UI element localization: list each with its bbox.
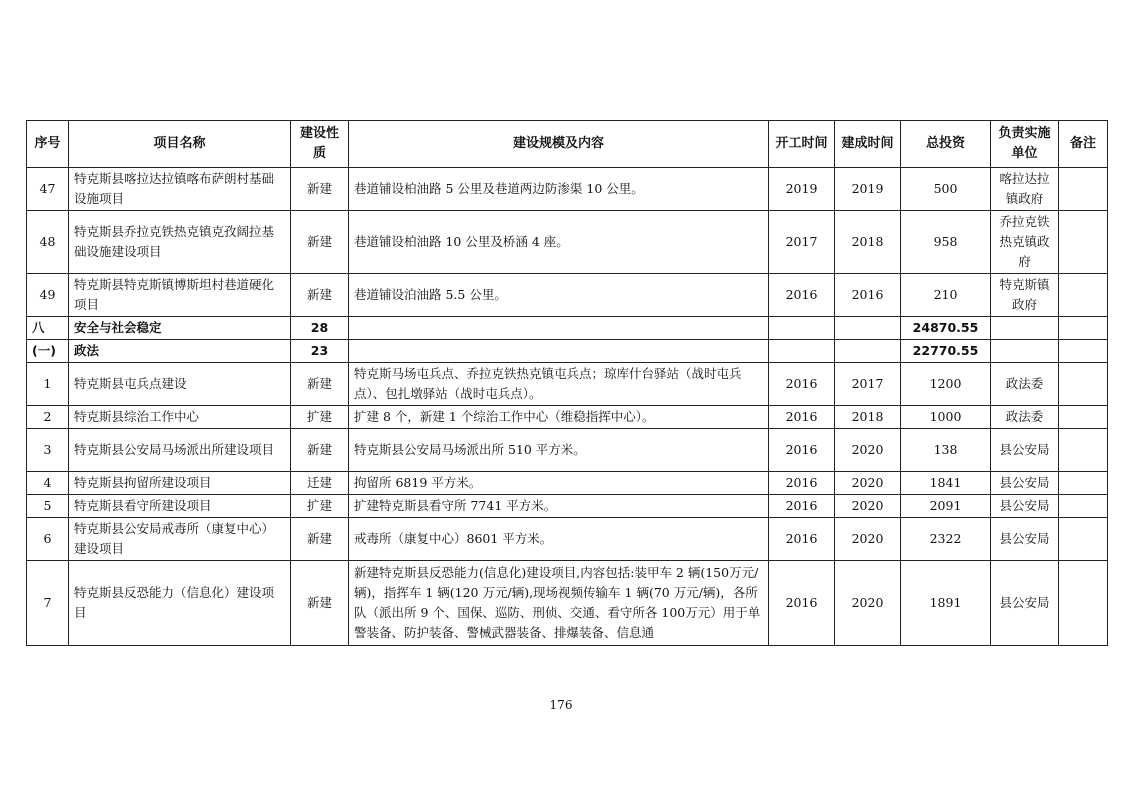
- cell-note: [1059, 168, 1108, 211]
- cell-invest: 1000: [901, 406, 991, 429]
- cell-nature: 扩建: [291, 495, 349, 518]
- cell-seq: (一): [27, 340, 69, 363]
- cell-seq: 6: [27, 518, 69, 561]
- cell-note: [1059, 472, 1108, 495]
- cell-name: 特克斯县反恐能力（信息化）建设项目: [69, 561, 291, 646]
- cell-nature: 扩建: [291, 406, 349, 429]
- cell-unit: 政法委: [991, 406, 1059, 429]
- cell-seq: 49: [27, 274, 69, 317]
- cell-end: 2020: [835, 495, 901, 518]
- cell-start: 2016: [769, 495, 835, 518]
- cell-start: 2016: [769, 363, 835, 406]
- header-unit: 负责实施单位: [991, 121, 1059, 168]
- page-number: 176: [549, 698, 573, 712]
- cell-start: 2016: [769, 561, 835, 646]
- cell-scale: 扩建特克斯县看守所 7741 平方米。: [349, 495, 769, 518]
- cell-invest: 958: [901, 211, 991, 274]
- cell-unit: 县公安局: [991, 495, 1059, 518]
- table-row: [27, 211, 1108, 274]
- cell-note: [1059, 211, 1108, 274]
- cell-name: 特克斯县公安局马场派出所建设项目: [69, 429, 291, 472]
- cell-invest: 1200: [901, 363, 991, 406]
- cell-scale: 新建特克斯县反恐能力(信息化)建设项目,内容包括:装甲车 2 辆(150万元/辆)，指挥车 1 辆(120 万元/辆),现场视频传输车 1 辆(70 万元/辆)，各所队（派出所 9 个、国保、巡防、刑侦、交通、看守所各 100万元）用于单警装备、防护装备、警械武器装备、排爆装备、信息通: [349, 561, 769, 646]
- cell-name: 特克斯县特克斯镇博斯坦村巷道硬化项目: [69, 274, 291, 317]
- cell-invest: 1841: [901, 472, 991, 495]
- cell-unit: 县公安局: [991, 472, 1059, 495]
- table-row: [27, 363, 1108, 406]
- cell-seq: 3: [27, 429, 69, 472]
- cell-end: 2018: [835, 211, 901, 274]
- cell-seq: 5: [27, 495, 69, 518]
- cell-nature: 迁建: [291, 472, 349, 495]
- cell-note: [1059, 340, 1108, 363]
- cell-name: 特克斯县公安局戒毒所（康复中心）建设项目: [69, 518, 291, 561]
- table-row: [27, 429, 1108, 472]
- cell-note: [1059, 561, 1108, 646]
- cell-nature: 新建: [291, 168, 349, 211]
- cell-invest: 22770.55: [901, 340, 991, 363]
- cell-seq: 八: [27, 317, 69, 340]
- table-row: [27, 406, 1108, 429]
- cell-name: 特克斯县乔拉克铁热克镇克孜阔拉基础设施建设项目: [69, 211, 291, 274]
- cell-name: 特克斯县屯兵点建设: [69, 363, 291, 406]
- cell-unit: [991, 317, 1059, 340]
- cell-invest: 2322: [901, 518, 991, 561]
- cell-seq: 4: [27, 472, 69, 495]
- cell-note: [1059, 495, 1108, 518]
- cell-unit: 县公安局: [991, 561, 1059, 646]
- cell-nature: 23: [291, 340, 349, 363]
- cell-unit: [991, 340, 1059, 363]
- cell-scale: [349, 317, 769, 340]
- cell-seq: 48: [27, 211, 69, 274]
- cell-start: 2017: [769, 211, 835, 274]
- cell-invest: 1891: [901, 561, 991, 646]
- cell-nature: 28: [291, 317, 349, 340]
- cell-scale: 拘留所 6819 平方米。: [349, 472, 769, 495]
- cell-nature: 新建: [291, 274, 349, 317]
- cell-start: [769, 317, 835, 340]
- cell-start: 2016: [769, 429, 835, 472]
- cell-start: 2016: [769, 274, 835, 317]
- header-note: 备注: [1059, 121, 1108, 168]
- header-invest: 总投资: [901, 121, 991, 168]
- table-header-row: [27, 121, 1108, 168]
- table-row: [27, 168, 1108, 211]
- cell-name: 安全与社会稳定: [69, 317, 291, 340]
- cell-end: [835, 317, 901, 340]
- table-row: [27, 274, 1108, 317]
- cell-note: [1059, 274, 1108, 317]
- cell-nature: 新建: [291, 211, 349, 274]
- header-nature: 建设性质: [291, 121, 349, 168]
- cell-name: 特克斯县综治工作中心: [69, 406, 291, 429]
- cell-unit: 乔拉克铁热克镇政府: [991, 211, 1059, 274]
- cell-unit: 政法委: [991, 363, 1059, 406]
- table-row: [27, 495, 1108, 518]
- cell-invest: 138: [901, 429, 991, 472]
- cell-seq: 2: [27, 406, 69, 429]
- cell-scale: 特克斯县公安局马场派出所 510 平方米。: [349, 429, 769, 472]
- table-section-row: [27, 340, 1108, 363]
- cell-unit: 喀拉达拉镇政府: [991, 168, 1059, 211]
- cell-note: [1059, 406, 1108, 429]
- table-row: [27, 518, 1108, 561]
- cell-end: 2020: [835, 561, 901, 646]
- cell-start: [769, 340, 835, 363]
- cell-note: [1059, 518, 1108, 561]
- cell-end: 2019: [835, 168, 901, 211]
- table-section-row: [27, 317, 1108, 340]
- cell-scale: 巷道铺设柏油路 10 公里及桥涵 4 座。: [349, 211, 769, 274]
- cell-name: 特克斯县看守所建设项目: [69, 495, 291, 518]
- cell-seq: 7: [27, 561, 69, 646]
- cell-note: [1059, 429, 1108, 472]
- cell-end: 2020: [835, 518, 901, 561]
- cell-invest: 2091: [901, 495, 991, 518]
- cell-nature: 新建: [291, 363, 349, 406]
- cell-end: 2018: [835, 406, 901, 429]
- header-start: 开工时间: [769, 121, 835, 168]
- cell-scale: 扩建 8 个，新建 1 个综治工作中心（维稳指挥中心）。: [349, 406, 769, 429]
- cell-note: [1059, 317, 1108, 340]
- cell-unit: 县公安局: [991, 518, 1059, 561]
- cell-scale: 巷道铺设柏油路 5 公里及巷道两边防渗渠 10 公里。: [349, 168, 769, 211]
- cell-unit: 县公安局: [991, 429, 1059, 472]
- cell-start: 2016: [769, 518, 835, 561]
- cell-scale: [349, 340, 769, 363]
- cell-end: 2020: [835, 429, 901, 472]
- cell-end: [835, 340, 901, 363]
- cell-name: 特克斯县喀拉达拉镇喀布萨朗村基础设施项目: [69, 168, 291, 211]
- cell-scale: 巷道铺设泊油路 5.5 公里。: [349, 274, 769, 317]
- header-name: 项目名称: [69, 121, 291, 168]
- cell-name: 政法: [69, 340, 291, 363]
- cell-scale: 戒毒所（康复中心）8601 平方米。: [349, 518, 769, 561]
- cell-invest: 210: [901, 274, 991, 317]
- cell-start: 2016: [769, 472, 835, 495]
- cell-end: 2020: [835, 472, 901, 495]
- table-row: [27, 472, 1108, 495]
- cell-nature: 新建: [291, 429, 349, 472]
- cell-name: 特克斯县拘留所建设项目: [69, 472, 291, 495]
- cell-nature: 新建: [291, 518, 349, 561]
- cell-unit: 特克斯镇政府: [991, 274, 1059, 317]
- cell-invest: 24870.55: [901, 317, 991, 340]
- cell-start: 2019: [769, 168, 835, 211]
- header-scale: 建设规模及内容: [349, 121, 769, 168]
- cell-nature: 新建: [291, 561, 349, 646]
- cell-end: 2016: [835, 274, 901, 317]
- header-seq: 序号: [27, 121, 69, 168]
- cell-start: 2016: [769, 406, 835, 429]
- project-table: [26, 120, 1108, 646]
- table-row: [27, 561, 1108, 646]
- cell-end: 2017: [835, 363, 901, 406]
- cell-invest: 500: [901, 168, 991, 211]
- cell-scale: 特克斯马场屯兵点、乔拉克铁热克镇屯兵点；琼库什台驿站（战时屯兵点）、包扎墩驿站（战时屯兵点）。: [349, 363, 769, 406]
- cell-note: [1059, 363, 1108, 406]
- cell-seq: 1: [27, 363, 69, 406]
- header-end: 建成时间: [835, 121, 901, 168]
- cell-seq: 47: [27, 168, 69, 211]
